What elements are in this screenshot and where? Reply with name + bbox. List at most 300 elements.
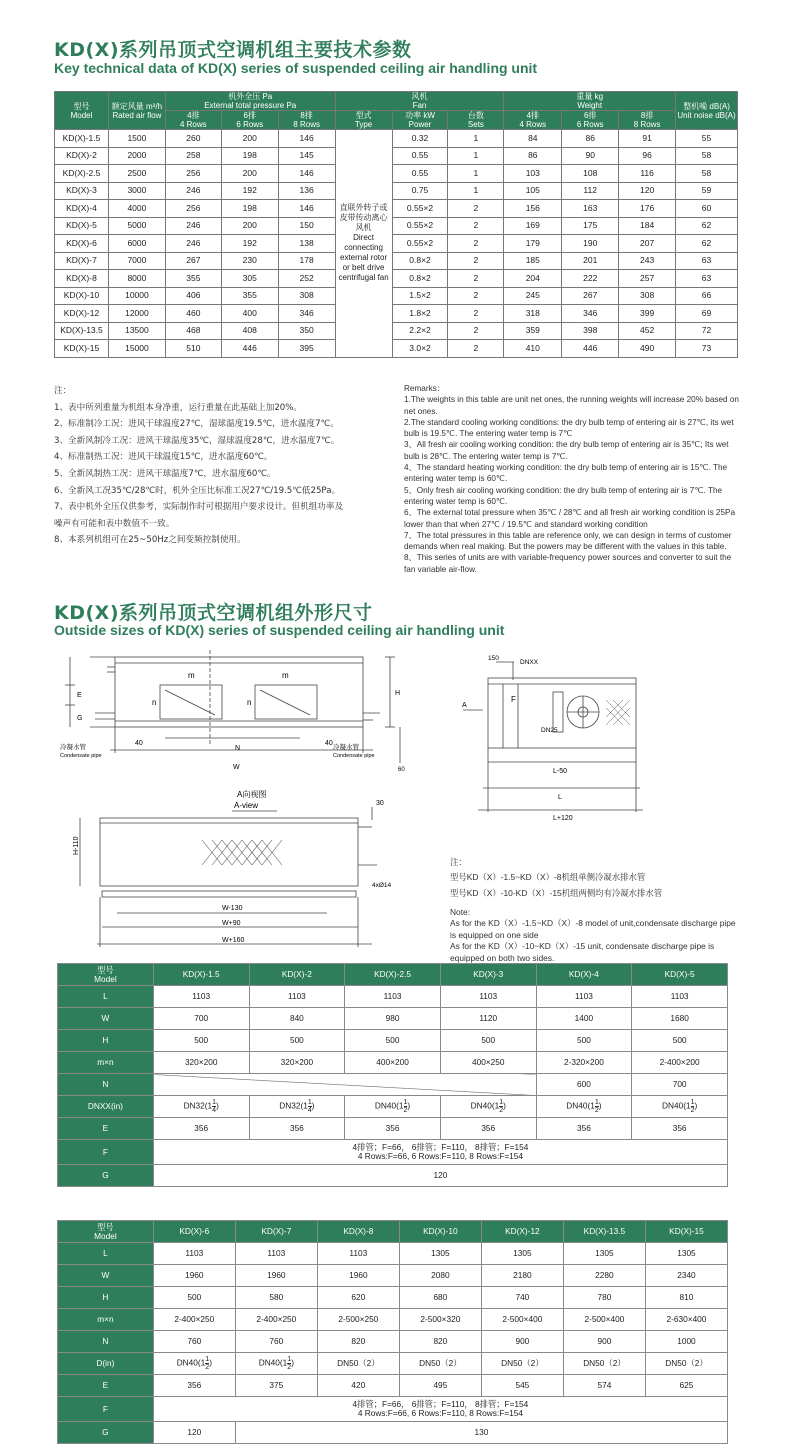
- spec-cell: 192: [221, 182, 278, 200]
- row-label: F: [58, 1140, 154, 1165]
- spec-cell: 63: [676, 270, 738, 288]
- spec-cell: 1: [448, 182, 504, 200]
- dims-cell: 1960: [235, 1265, 317, 1287]
- note-cn-line: 4、标准制热工况：进风干球温度15℃，进水温度60℃。: [54, 452, 273, 463]
- dim-H: H: [395, 690, 401, 697]
- spec-cell: 105: [504, 182, 562, 200]
- spec-cell: 0.32: [392, 130, 448, 148]
- a-view-drawing: [72, 785, 402, 957]
- dims-cell: 2-500×250: [317, 1309, 399, 1331]
- dims-cell: 820: [317, 1331, 399, 1353]
- spec-cell: 138: [278, 235, 335, 253]
- spec-cell: 3000: [108, 182, 165, 200]
- model-name: KD(X)-12: [481, 1221, 563, 1243]
- dims-cell: 400×250: [440, 1052, 536, 1074]
- h-model: 型号 Model: [55, 92, 109, 130]
- g-value-1: 120: [153, 1422, 235, 1444]
- dims-row-G: [58, 1165, 728, 1187]
- spec-cell: KD(X)-7: [55, 252, 109, 270]
- spec-cell: KD(X)-15: [55, 340, 109, 358]
- dn-prefix: DN40(1: [661, 1100, 691, 1111]
- spec-row: [55, 252, 738, 270]
- dim-m: m: [188, 671, 195, 680]
- h-air: 额定风量 m³/h Rated air flow: [108, 92, 165, 130]
- row-label: DNXX(in): [58, 1096, 154, 1118]
- spec-cell: 63: [676, 252, 738, 270]
- dims-cell: 500: [153, 1030, 249, 1052]
- g-value-2: 130: [235, 1422, 727, 1444]
- dims-cell: 545: [481, 1375, 563, 1397]
- spec-row: [55, 287, 738, 305]
- spec-cell: 452: [619, 322, 676, 340]
- dims-cell: 2-500×400: [563, 1309, 645, 1331]
- model-name: KD(X)-1.5: [153, 964, 249, 986]
- spec-cell: 0.8×2: [392, 270, 448, 288]
- dim-60: 60: [398, 767, 405, 773]
- f-cn: 4排管；F=66， 6排管；F=110， 8排管；F=154: [352, 1399, 529, 1409]
- notes-en: [404, 383, 740, 575]
- h-w8: 8排 8 Rows: [619, 111, 676, 130]
- note-en-line: Remarks：: [404, 384, 445, 393]
- model-name: KD(X)-6: [153, 1221, 235, 1243]
- dims-cell: 2340: [645, 1265, 727, 1287]
- dim-w90: W+90: [222, 920, 241, 927]
- spec-cell: 0.55×2: [392, 217, 448, 235]
- spec-cell: KD(X)-6: [55, 235, 109, 253]
- spec-cell: 0.8×2: [392, 252, 448, 270]
- dims-cell: 840: [249, 1008, 345, 1030]
- model-name: KD(X)-13.5: [563, 1221, 645, 1243]
- dn-den: 2: [205, 1364, 210, 1371]
- spec-cell: 184: [619, 217, 676, 235]
- dims-cell: 420: [317, 1375, 399, 1397]
- spec-cell: 1500: [108, 130, 165, 148]
- fan-type-cell: [335, 130, 392, 358]
- spec-cell: 222: [562, 270, 619, 288]
- aview-en: A-view: [234, 801, 259, 810]
- row-label: G: [58, 1422, 154, 1444]
- spec-cell: 178: [278, 252, 335, 270]
- dn-cell: [440, 1096, 536, 1118]
- spec-cell: 252: [278, 270, 335, 288]
- spec-cell: 346: [278, 305, 335, 323]
- dnote-line: 注：: [450, 857, 467, 867]
- dn-num: 1: [403, 1099, 408, 1106]
- row-label: F: [58, 1397, 154, 1422]
- spec-cell: 90: [562, 147, 619, 165]
- spec-cell: 308: [619, 287, 676, 305]
- dim-h110: H-110: [73, 836, 80, 855]
- dims-row-N: [58, 1331, 728, 1353]
- dims-title-cn: KD(X)系列吊顶式空调机组外形尺寸: [54, 602, 373, 624]
- dims-table-1: [57, 963, 728, 1187]
- dims-row-N: [58, 1074, 728, 1096]
- dims-row-H: [58, 1030, 728, 1052]
- dims-cell: 1103: [440, 986, 536, 1008]
- dims-cell: 1103: [632, 986, 728, 1008]
- dim-F: F: [511, 695, 516, 704]
- dims-cell: 2-400×250: [235, 1309, 317, 1331]
- dims-cell: 495: [399, 1375, 481, 1397]
- dn-num: 1: [499, 1099, 504, 1106]
- note-en-line: 5、Only fresh air cooling working condition: the dry bulb temp of entering air is 7℃. The entering water temp is 60℃.: [404, 485, 723, 506]
- h-p4: 4排 4 Rows: [165, 111, 221, 130]
- note-en-line: 6、The external total pressure when 35℃ / 28℃ and all fresh air working condition is 25Pa lower than that when 27℃ / 19.5℃ and standard working condition: [404, 508, 736, 529]
- dims-row-W: [58, 1008, 728, 1030]
- spec-cell: 2000: [108, 147, 165, 165]
- dims-cell: 1103: [153, 1243, 235, 1265]
- spec-cell: 346: [562, 305, 619, 323]
- dnote-line: Note:: [450, 906, 471, 917]
- spec-cell: 58: [676, 165, 738, 183]
- note-en-line: 7、The total pressures in this table are reference only, we can design in terms of customer demands when real making. But the powers may be different with the values in this table.: [404, 530, 732, 552]
- spec-cell: 2: [448, 235, 504, 253]
- spec-cell: 355: [221, 287, 278, 305]
- dims-cell: 1000: [645, 1331, 727, 1353]
- dims-cell: 1103: [345, 986, 441, 1008]
- dims-cell: 1305: [481, 1243, 563, 1265]
- spec-cell: 0.55: [392, 165, 448, 183]
- dims-cell: 760: [235, 1331, 317, 1353]
- dims-row-F: [58, 1397, 728, 1422]
- dims-cell: 980: [345, 1008, 441, 1030]
- dims-cell: 900: [563, 1331, 645, 1353]
- dim-40a: 40: [135, 740, 143, 747]
- spec-cell: 245: [504, 287, 562, 305]
- f-en: 4 Rows:F=66, 6 Rows:F=110, 8 Rows:F=154: [357, 1151, 524, 1161]
- dn-cell: [249, 1096, 345, 1118]
- spec-cell: 1: [448, 165, 504, 183]
- dims-cell: 900: [481, 1331, 563, 1353]
- dnote-line: As for the KD（X）-10~KD（X）-15 unit, condensate discharge pipe is equipped on both two sides.: [450, 941, 715, 963]
- spec-cell: KD(X)-5: [55, 217, 109, 235]
- spec-cell: 8000: [108, 270, 165, 288]
- dim-dn25: DN25: [541, 727, 558, 734]
- model-label-cn: 型号: [97, 1221, 114, 1232]
- spec-header-row-1: [55, 92, 738, 111]
- front-view-drawing: [55, 645, 405, 775]
- spec-cell: 60: [676, 200, 738, 218]
- model-name: KD(X)-8: [317, 1221, 399, 1243]
- note-cn-line: 注：: [54, 386, 72, 396]
- dn-den: 2: [690, 1107, 695, 1114]
- spec-cell: 308: [278, 287, 335, 305]
- spec-cell: 179: [504, 235, 562, 253]
- row-label: E: [58, 1375, 154, 1397]
- aview-cn: A向视图: [237, 790, 267, 799]
- g-value: 120: [153, 1165, 727, 1187]
- model-name: KD(X)-7: [235, 1221, 317, 1243]
- spec-cell: 4000: [108, 200, 165, 218]
- spec-row: [55, 200, 738, 218]
- row-label: L: [58, 986, 154, 1008]
- dims-row-L: [58, 986, 728, 1008]
- dim-W: W: [233, 764, 240, 771]
- spec-cell: KD(X)-2.5: [55, 165, 109, 183]
- f-values: [153, 1140, 727, 1165]
- spec-cell: 10000: [108, 287, 165, 305]
- dims-cell: 500: [536, 1030, 632, 1052]
- note-cn-line: 2、标准制冷工况：进风干球温度27℃，湿球温度19.5℃，进水温度7℃。: [54, 419, 339, 430]
- spec-cell: 2: [448, 340, 504, 358]
- dn-num: 1: [287, 1356, 292, 1363]
- dims-cell: 780: [563, 1287, 645, 1309]
- spec-cell: 62: [676, 217, 738, 235]
- spec-row: [55, 182, 738, 200]
- spec-cell: 59: [676, 182, 738, 200]
- dnote-line: 型号KD（X）-10-KD（X）-15机组两侧均有冷凝水排水管: [450, 887, 663, 898]
- dn-cell: [235, 1353, 317, 1375]
- spec-cell: 72: [676, 322, 738, 340]
- spec-cell: 260: [165, 130, 221, 148]
- model-name: KD(X)-3: [440, 964, 536, 986]
- dim-m-2: m: [282, 671, 289, 680]
- spec-cell: 246: [165, 182, 221, 200]
- row-label: N: [58, 1331, 154, 1353]
- h-p8: 8排 8 Rows: [278, 111, 335, 130]
- dims-cell: 356: [153, 1375, 235, 1397]
- spec-cell: 267: [165, 252, 221, 270]
- cond-cn-r: 冷凝水管: [333, 744, 359, 751]
- dn-den: 4: [212, 1107, 217, 1114]
- dim-l120: L+120: [553, 815, 573, 820]
- spec-row: [55, 217, 738, 235]
- spec-cell: 185: [504, 252, 562, 270]
- spec-cell: 86: [504, 147, 562, 165]
- row-label: H: [58, 1287, 154, 1309]
- spec-cell: 192: [221, 235, 278, 253]
- spec-cell: 200: [221, 165, 278, 183]
- n-value: 600: [536, 1074, 632, 1096]
- dn-suffix: ): [503, 1100, 506, 1111]
- dn-prefix: DN50（2）: [583, 1358, 626, 1368]
- dn-prefix: DN32(1: [279, 1100, 308, 1111]
- dim-w160: W+160: [222, 937, 245, 944]
- spec-cell: 84: [504, 130, 562, 148]
- dim-n-2: n: [247, 698, 252, 707]
- dims-row-H: [58, 1287, 728, 1309]
- dims-cell: 810: [645, 1287, 727, 1309]
- model-name: KD(X)-2.5: [345, 964, 441, 986]
- row-label: L: [58, 1243, 154, 1265]
- dims-cell: 680: [399, 1287, 481, 1309]
- spec-cell: 201: [562, 252, 619, 270]
- spec-cell: KD(X)-13.5: [55, 322, 109, 340]
- dims-cell: 356: [632, 1118, 728, 1140]
- spec-body: [55, 130, 738, 358]
- spec-cell: 15000: [108, 340, 165, 358]
- spec-cell: 86: [562, 130, 619, 148]
- spec-cell: 175: [562, 217, 619, 235]
- spec-cell: 395: [278, 340, 335, 358]
- h-noise: 整机噪 dB(A) Unit noise dB(A): [676, 92, 738, 130]
- dn-prefix: DN40(1: [566, 1100, 595, 1111]
- spec-cell: 146: [278, 200, 335, 218]
- dim-hole: 4xØ14: [372, 882, 392, 889]
- dims-cell: 500: [153, 1287, 235, 1309]
- dims-cell: 1400: [536, 1008, 632, 1030]
- dims-cell: 2-500×400: [481, 1309, 563, 1331]
- spec-title-cn: KD(X)系列吊顶式空调机组主要技术参数: [54, 39, 412, 61]
- dims-cell: 1103: [153, 986, 249, 1008]
- spec-cell: 12000: [108, 305, 165, 323]
- dim-G: G: [77, 715, 83, 722]
- n-value: 700: [632, 1074, 728, 1096]
- row-label: W: [58, 1265, 154, 1287]
- h-press: 机外全压 Pa External total pressure Pa: [165, 92, 335, 111]
- spec-cell: 176: [619, 200, 676, 218]
- dn-cell: [345, 1096, 441, 1118]
- spec-cell: 2: [448, 217, 504, 235]
- dn-num: 1: [690, 1099, 695, 1106]
- dims-cell: 2-400×250: [153, 1309, 235, 1331]
- dims-cell: 356: [345, 1118, 441, 1140]
- dn-num: 1: [594, 1099, 599, 1106]
- dims-cell: 1305: [399, 1243, 481, 1265]
- model-label-en: Model: [94, 1230, 117, 1241]
- spec-cell: 2: [448, 252, 504, 270]
- row-label: m×n: [58, 1052, 154, 1074]
- dims-cell: 1305: [645, 1243, 727, 1265]
- dims-cell: 2-630×400: [645, 1309, 727, 1331]
- spec-cell: 2: [448, 200, 504, 218]
- row-label: D(in): [58, 1353, 154, 1375]
- spec-cell: 190: [562, 235, 619, 253]
- dim-L: L: [558, 794, 562, 801]
- h-w4: 4排 4 Rows: [504, 111, 562, 130]
- spec-cell: 468: [165, 322, 221, 340]
- dn-cell: [632, 1096, 728, 1118]
- spec-cell: 13500: [108, 322, 165, 340]
- dims-cell: 375: [235, 1375, 317, 1397]
- cond-en-r: Condensate pipe: [333, 753, 375, 759]
- dims-header-row: [58, 1221, 728, 1243]
- spec-cell: 62: [676, 235, 738, 253]
- note-en-line: 8、This series of units are with variable-frequency power sources and converter to suit the fan variable air-flow.: [404, 553, 732, 574]
- spec-cell: 510: [165, 340, 221, 358]
- dn-prefix: DN50（2）: [665, 1358, 708, 1368]
- row-label: H: [58, 1030, 154, 1052]
- spec-cell: 355: [165, 270, 221, 288]
- spec-cell: 169: [504, 217, 562, 235]
- cond-en-l: Condensate pipe: [60, 753, 102, 759]
- dn-cell: [563, 1353, 645, 1375]
- dims-cell: 2180: [481, 1265, 563, 1287]
- dims-row-F: [58, 1140, 728, 1165]
- model-name: KD(X)-10: [399, 1221, 481, 1243]
- dims-cell: 580: [235, 1287, 317, 1309]
- spec-cell: 2.2×2: [392, 322, 448, 340]
- dn-prefix: DN40(1: [374, 1100, 404, 1111]
- spec-cell: 55: [676, 130, 738, 148]
- side-view-drawing: [458, 650, 648, 820]
- f-cn: 4排管；F=66， 6排管；F=110， 8排管；F=154: [352, 1142, 529, 1152]
- spec-cell: 490: [619, 340, 676, 358]
- spec-cell: 243: [619, 252, 676, 270]
- dims-cell: 356: [249, 1118, 345, 1140]
- dims-row-L: [58, 1243, 728, 1265]
- spec-cell: 406: [165, 287, 221, 305]
- row-label: W: [58, 1008, 154, 1030]
- model-label: [58, 964, 154, 986]
- spec-cell: 359: [504, 322, 562, 340]
- dn-suffix: ): [311, 1100, 315, 1111]
- spec-cell: 91: [619, 130, 676, 148]
- spec-cell: 146: [278, 130, 335, 148]
- dn-prefix: DN40(1: [176, 1357, 206, 1368]
- spec-cell: 6000: [108, 235, 165, 253]
- h-fan: 风机 Fan: [335, 92, 504, 111]
- dims-cell: 1103: [249, 986, 345, 1008]
- spec-cell: 198: [221, 200, 278, 218]
- note-cn-line: 噪声有可能和表中数值不一致。: [54, 518, 175, 529]
- dim-E: E: [77, 692, 82, 699]
- dn-prefix: DN40(1: [470, 1100, 500, 1111]
- model-label-cn: 型号: [97, 964, 114, 975]
- spec-cell: 1.8×2: [392, 305, 448, 323]
- spec-cell: 246: [165, 217, 221, 235]
- note-en-line: 4、The standard heating working condition: the dry bulb temp of entering air is 15℃. The entering water temp is 60℃.: [404, 463, 728, 484]
- dims-cell: 1960: [153, 1265, 235, 1287]
- dn-suffix: ): [209, 1357, 212, 1368]
- h-p6: 6排 6 Rows: [221, 111, 278, 130]
- dims-cell: 2-500×320: [399, 1309, 481, 1331]
- spec-cell: KD(X)-8: [55, 270, 109, 288]
- spec-row: [55, 322, 738, 340]
- row-label: G: [58, 1165, 154, 1187]
- dims-cell: 356: [440, 1118, 536, 1140]
- dn-den: 2: [287, 1364, 292, 1371]
- dims-cell: 320×200: [249, 1052, 345, 1074]
- dn-prefix: DN50（2）: [501, 1358, 544, 1368]
- dn-prefix: DN32(1: [183, 1100, 213, 1111]
- dn-prefix: DN40(1: [258, 1357, 288, 1368]
- spec-cell: 73: [676, 340, 738, 358]
- spec-cell: 1: [448, 147, 504, 165]
- dn-den: 4: [307, 1107, 312, 1114]
- dim-30: 30: [376, 800, 384, 807]
- dims-cell: 1120: [440, 1008, 536, 1030]
- dn-cell: [481, 1353, 563, 1375]
- spec-cell: 2: [448, 287, 504, 305]
- dims-cell: 1305: [563, 1243, 645, 1265]
- dn-suffix: ): [407, 1100, 411, 1111]
- spec-cell: 1.5×2: [392, 287, 448, 305]
- spec-row: [55, 235, 738, 253]
- spec-cell: 257: [619, 270, 676, 288]
- spec-row: [55, 270, 738, 288]
- dn-cell: [399, 1353, 481, 1375]
- spec-cell: 163: [562, 200, 619, 218]
- model-label: [58, 1221, 154, 1243]
- dims-cell: 2280: [563, 1265, 645, 1287]
- dn-num: 1: [212, 1099, 217, 1106]
- spec-cell: 145: [278, 147, 335, 165]
- cond-cn-l: 冷凝水管: [60, 744, 86, 751]
- dim-n: n: [152, 698, 157, 707]
- spec-cell: 400: [221, 305, 278, 323]
- note-cn-line: 6、全新风工况35℃/28℃时，机外全压比标准工况27℃/19.5℃低25Pa。: [54, 485, 341, 496]
- spec-cell: 256: [165, 165, 221, 183]
- note-cn-line: 5、全新风制热工况：进风干球温度7℃，进水温度60℃。: [54, 468, 276, 479]
- spec-cell: 150: [278, 217, 335, 235]
- spec-cell: 408: [221, 322, 278, 340]
- spec-cell: 258: [165, 147, 221, 165]
- dims-row-mn: [58, 1052, 728, 1074]
- spec-cell: KD(X)-12: [55, 305, 109, 323]
- h-power: 功率 kW Power: [392, 111, 448, 130]
- dnote-line: As for the KD（X）-1.5~KD（X）-8 model of unit,condensate discharge pipe is equipped on one side: [450, 918, 736, 940]
